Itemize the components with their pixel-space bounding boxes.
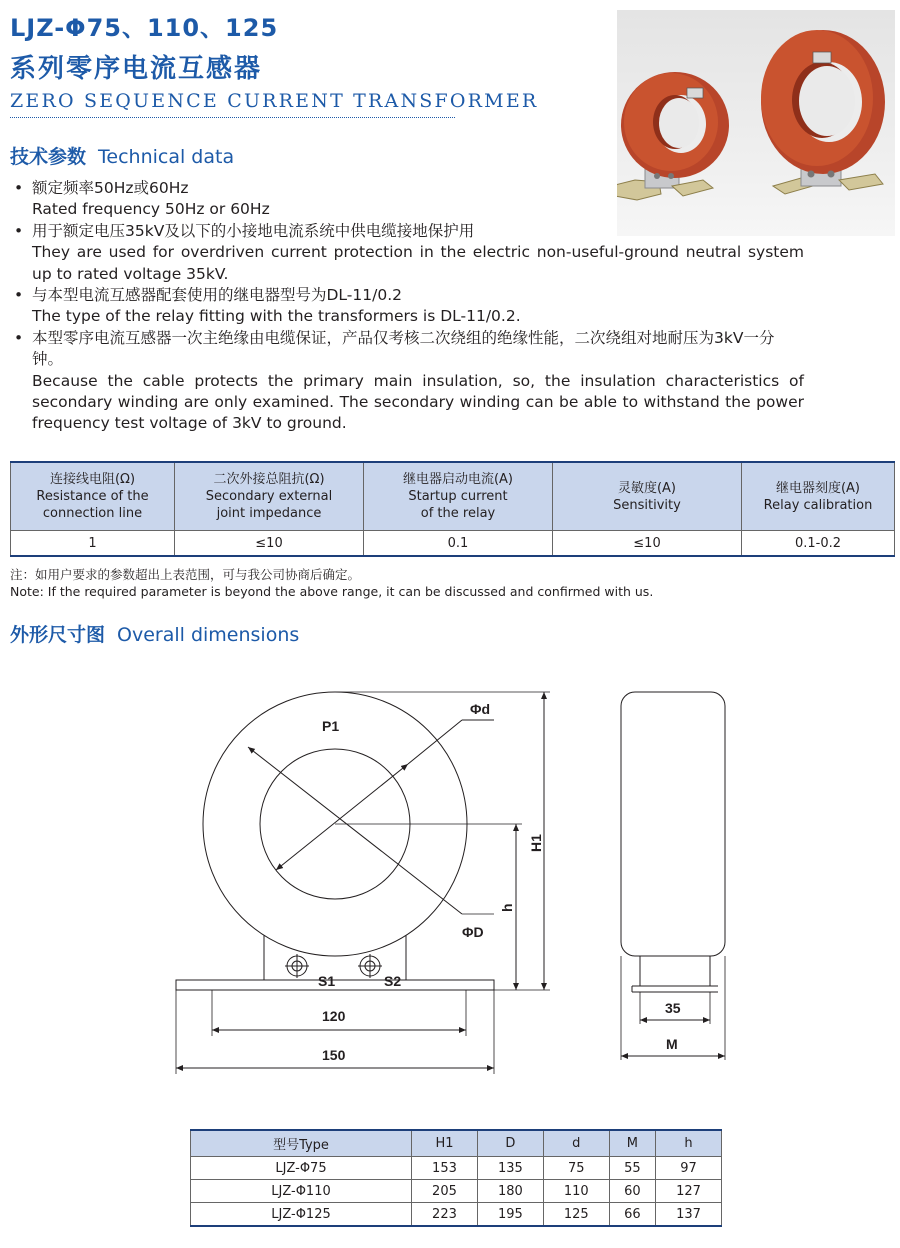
spec-header-cell: 继电器启动电流(A) Startup current of the relay	[364, 462, 553, 531]
spec-header-cell: 灵敏度(A) Sensitivity	[553, 462, 742, 531]
label-h1: H1	[528, 834, 544, 852]
dims-cell: 55	[609, 1157, 655, 1180]
spec-value-cell: 0.1-0.2	[742, 531, 895, 557]
bullet-en: Rated frequency 50Hz or 60Hz	[32, 200, 270, 219]
label-phi-d: Φd	[470, 701, 491, 717]
label-p1: P1	[322, 718, 340, 734]
label-120: 120	[322, 1008, 346, 1024]
label-h: h	[499, 903, 515, 912]
dims-row	[191, 1203, 722, 1227]
bullet-dot: •	[14, 221, 24, 240]
dims-cell: 153	[412, 1157, 478, 1180]
technical-heading-zh: 技术参数	[10, 146, 87, 168]
dims-header-row	[191, 1130, 722, 1157]
bullet-zh: 与本型电流互感器配套使用的继电器型号为DL-11/0.2	[32, 286, 402, 305]
dimensions-table	[190, 1129, 722, 1227]
bullet-zh: 额定频率50Hz或60Hz	[32, 179, 189, 197]
dimensions-heading-en: Overall dimensions	[117, 624, 300, 646]
dims-header-cell: H1	[412, 1130, 478, 1157]
dims-cell: 127	[656, 1180, 722, 1203]
dims-header-cell: M	[609, 1130, 655, 1157]
spec-value-cell: 0.1	[364, 531, 553, 557]
bullet-en: The type of the relay fitting with the transformers is DL-11/0.2.	[32, 307, 521, 326]
dims-cell: 223	[412, 1203, 478, 1227]
label-s1: S1	[318, 973, 336, 989]
technical-heading-en: Technical data	[98, 146, 235, 168]
dims-cell: 180	[477, 1180, 543, 1203]
dims-cell: LJZ-Φ110	[191, 1180, 412, 1203]
label-m: M	[666, 1036, 678, 1052]
model-title: LJZ-Φ75、110、125	[10, 14, 279, 42]
dims-header-cell: d	[543, 1130, 609, 1157]
label-phi-D: ΦD	[462, 924, 484, 940]
product-title-zh: 系列零序电流互感器	[10, 54, 263, 84]
bullet-dot: •	[14, 328, 24, 347]
dims-cell: 66	[609, 1203, 655, 1227]
dims-row	[191, 1157, 722, 1180]
dims-cell: 75	[543, 1157, 609, 1180]
dimensions-heading-zh: 外形尺寸图	[10, 624, 106, 646]
dims-cell: 205	[412, 1180, 478, 1203]
dims-cell: 110	[543, 1180, 609, 1203]
bullet-dot: •	[14, 286, 24, 305]
product-title-en: ZERO SEQUENCE CURRENT TRANSFORMER	[10, 90, 539, 112]
dims-cell: 137	[656, 1203, 722, 1227]
dims-row	[191, 1180, 722, 1203]
dims-cell: LJZ-Φ125	[191, 1203, 412, 1227]
bullet-en: Because the cable protects the primary main insulation, so, the insulation characteristics of secondary winding are only examined. The secondary winding can be able to withstand the power frequency test voltage of 3kV to ground.	[32, 371, 804, 433]
dims-cell: 97	[656, 1157, 722, 1180]
spec-header-cell: 连接线电阻(Ω) Resistance of the connection line	[11, 462, 175, 531]
bullet-zh: 用于额定电压35kV及以下的小接地电流系统中供电缆接地保护用	[32, 221, 475, 240]
spec-value-cell: ≤10	[175, 531, 364, 557]
spec-header-cell: 继电器刻度(A) Relay calibration	[742, 462, 895, 531]
dims-header-cell: D	[477, 1130, 543, 1157]
bullet-dot: •	[14, 179, 24, 197]
spec-value-cell: ≤10	[553, 531, 742, 557]
label-s2: S2	[384, 973, 402, 989]
label-150: 150	[322, 1047, 346, 1063]
dims-cell: LJZ-Φ75	[191, 1157, 412, 1180]
dims-header-cell: h	[656, 1130, 722, 1157]
note-en: Note: If the required parameter is beyond the above range, it can be discussed and confirmed with us.	[10, 584, 654, 599]
bullet-en: They are used for overdriven current protection in the electric non-useful-ground neutral system up to rated voltage 35kV.	[32, 243, 804, 283]
bullet-zh: 本型零序电流互感器一次主绝缘由电缆保证，产品仅考核二次绕组的绝缘性能，二次绕组对地耐压为3kV一分钟。	[32, 328, 775, 369]
dims-cell: 60	[609, 1180, 655, 1203]
dims-cell: 195	[477, 1203, 543, 1227]
spec-header-cell: 二次外接总阻抗(Ω) Secondary external joint impedance	[175, 462, 364, 531]
note-zh: 注：如用户要求的参数超出上表范围，可与我公司协商后确定。	[10, 567, 361, 582]
label-35: 35	[665, 1000, 681, 1016]
dims-cell: 125	[543, 1203, 609, 1227]
dims-header-cell: 型号Type	[191, 1130, 412, 1157]
spec-value-cell: 1	[11, 531, 175, 557]
dims-cell: 135	[477, 1157, 543, 1180]
